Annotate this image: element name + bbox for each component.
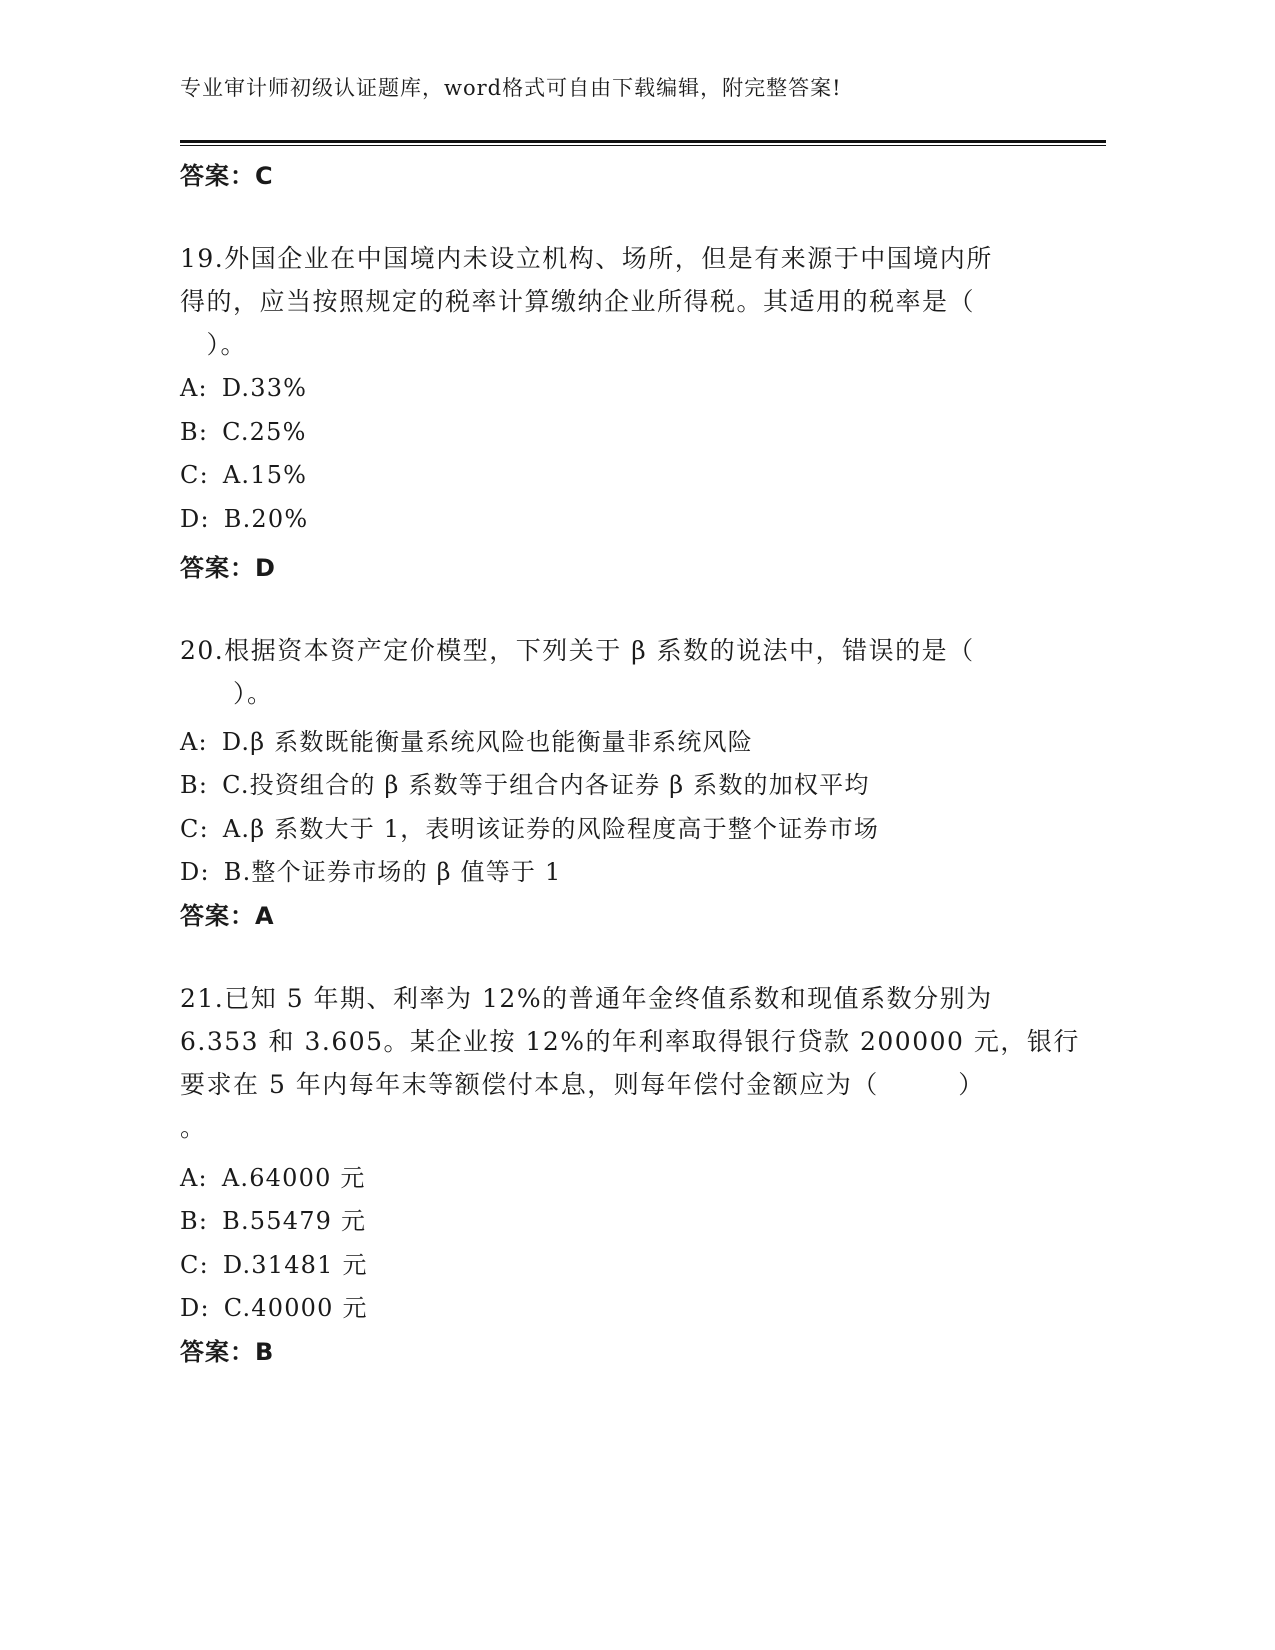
header-note: 专业审计师初级认证题库，word格式可自由下载编辑，附完整答案!: [180, 76, 842, 100]
option-letter: C:: [180, 1251, 209, 1279]
option-letter: B:: [180, 771, 209, 799]
question-21-option-c: [180, 1245, 368, 1280]
option-text: D.33%: [221, 374, 308, 402]
option-text: D.β 系数既能衡量系统风险也能衡量非系统风险: [221, 728, 753, 756]
question-21-option-a: [180, 1158, 366, 1193]
option-text: D.31481 元: [222, 1251, 368, 1279]
option-text: A.β 系数大于 1，表明该证券的风险程度高于整个证券市场: [222, 815, 880, 843]
header-divider: [180, 140, 1106, 143]
option-letter: D:: [180, 858, 210, 886]
option-letter: C:: [180, 461, 209, 489]
question-19-option-c: [180, 461, 307, 489]
option-text: A.15%: [222, 461, 308, 489]
option-text: B.20%: [223, 505, 309, 533]
option-letter: B:: [180, 1207, 209, 1235]
option-text: C.投资组合的 β 系数等于组合内各证券 β 系数的加权平均: [222, 771, 870, 799]
question-19-text: [180, 237, 1040, 366]
question-19-answer: 答案：D: [180, 554, 276, 582]
option-text: B.55479 元: [222, 1207, 367, 1235]
option-letter: A:: [180, 1164, 208, 1192]
option-letter: C:: [180, 815, 209, 843]
question-20-option-a: [180, 722, 753, 757]
question-line: 要求在 5 年内每年末等额偿付本息，则每年偿付金额应为（ ）: [180, 1070, 985, 1099]
question-20-option-b: [180, 765, 870, 800]
question-19-option-a: [180, 374, 307, 402]
question-21-answer: 答案：B: [180, 1338, 275, 1366]
option-text: C.40000 元: [223, 1294, 368, 1322]
question-21-option-b: [180, 1201, 366, 1236]
option-letter: D:: [180, 1294, 210, 1322]
question-line: 得的，应当按照规定的税率计算缴纳企业所得税。其适用的税率是（: [180, 287, 976, 316]
option-letter: A:: [180, 728, 208, 756]
previous-answer: 答案：C: [180, 162, 274, 190]
option-text: B.整个证券市场的 β 值等于 1: [223, 858, 562, 886]
header-divider-thin: [180, 145, 1106, 146]
question-19-option-d: [180, 505, 308, 533]
question-line: ）。: [180, 330, 248, 359]
question-line: ）。: [180, 679, 274, 708]
question-21-option-d: [180, 1288, 368, 1323]
question-20-option-d: [180, 852, 561, 887]
option-text: C.25%: [222, 418, 307, 446]
question-20-option-c: [180, 809, 879, 844]
question-line: 21.已知 5 年期、利率为 12%的普通年金终值系数和现值系数分别为: [180, 984, 993, 1013]
option-letter: B:: [180, 418, 209, 446]
question-19-option-b: [180, 418, 307, 446]
option-letter: D:: [180, 505, 210, 533]
question-line: 20.根据资本资产定价模型，下列关于 β 系数的说法中，错误的是（: [180, 636, 975, 665]
option-text: A.64000 元: [221, 1164, 366, 1192]
question-line: 19.外国企业在中国境内未设立机构、场所，但是有来源于中国境内所: [180, 244, 993, 273]
question-20-answer: 答案：A: [180, 902, 275, 930]
question-line: 。: [180, 1113, 207, 1142]
question-20-text: [180, 629, 1040, 715]
question-21-text: [180, 977, 1080, 1149]
option-letter: A:: [180, 374, 208, 402]
question-line: 6.353 和 3.605。某企业按 12%的年利率取得银行贷款 200000 元，银行: [180, 1027, 1080, 1056]
